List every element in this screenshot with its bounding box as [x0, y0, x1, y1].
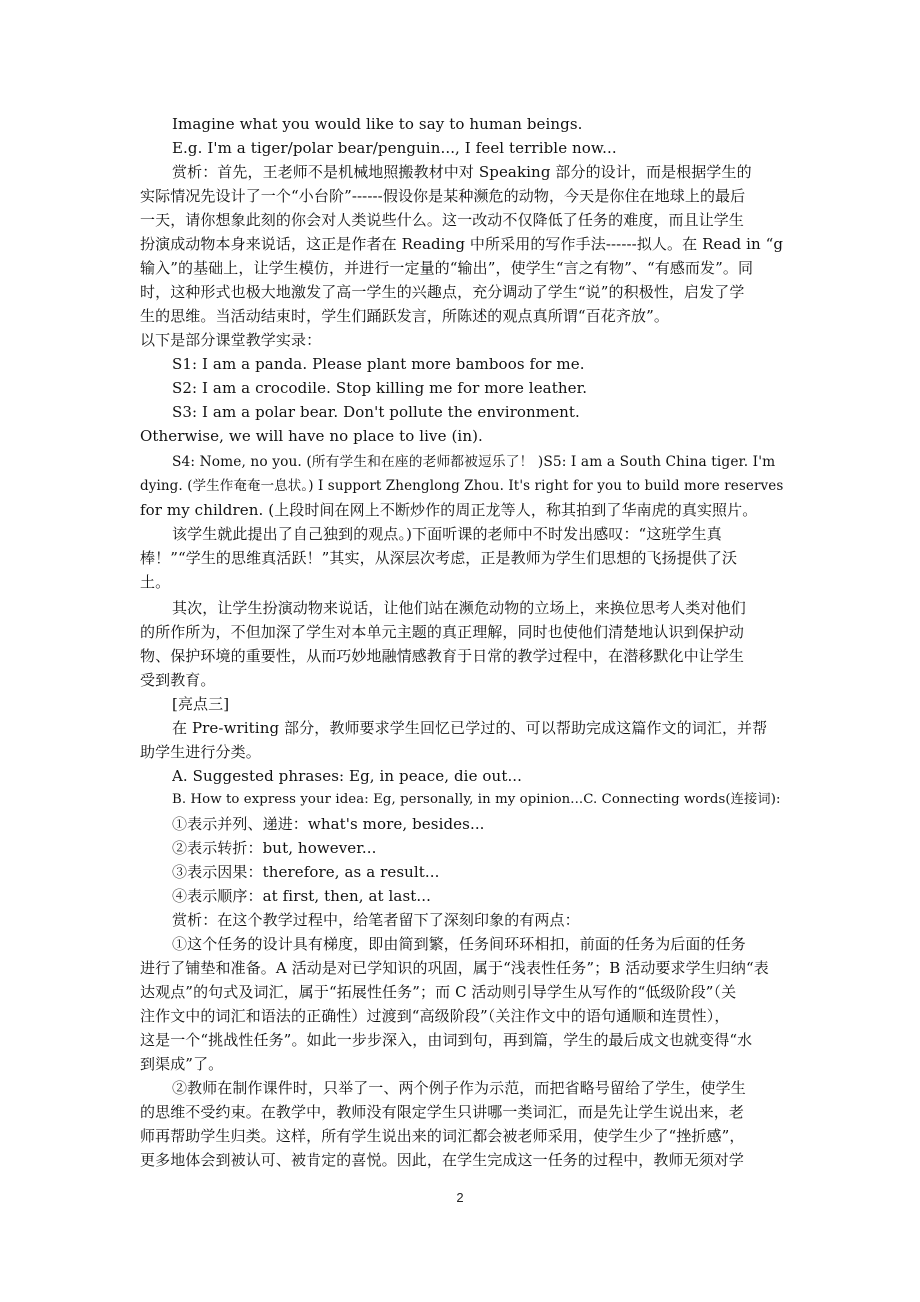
text-line: 土。	[140, 573, 171, 591]
text-line: ②表示转折：but, however...	[172, 839, 377, 857]
text-line: 赏析：在这个教学过程中，给笔者留下了深刻印象的有两点：	[172, 911, 580, 929]
page-number: 2	[456, 1190, 464, 1205]
text-line: 扮演成动物本身来说话，这正是作者在 Reading 中所采用的写作手法------拟人。在 Read in “g	[140, 235, 784, 253]
text-line: S3: I am a polar bear. Don't pollute the environment.	[172, 403, 580, 421]
text-line: ①表示并列、递进：what's more, besides...	[172, 815, 485, 833]
text-line: 输入”的基础上，让学生模仿，并进行一定量的“输出”，使学生“言之有物”、“有感而发”。同	[140, 259, 754, 277]
text-line: 其次，让学生扮演动物来说话，让他们站在濒危动物的立场上，来换位思考人类对他们	[172, 599, 746, 617]
text-line: B. How to express your idea: Eg, personally, in my opinion...C. Connecting words(连接词):	[172, 792, 781, 807]
text-line: ④表示顺序：at first, then, at last...	[172, 887, 431, 905]
text-line: 达观点”的句式及词汇，属于“拓展性任务”；而 C 活动则引导学生从写作的“低级阶段”（关	[140, 983, 737, 1001]
text-line: A. Suggested phrases: Eg, in peace, die out...	[172, 767, 523, 785]
text-line: 以下是部分课堂教学实录：	[140, 331, 322, 349]
text-line: S4: Nome, no you. (所有学生和在座的老师都被逗乐了！ )S5: I am a South China tiger. I'm	[172, 454, 776, 470]
text-line: 的思维不受约束。在教学中，教师没有限定学生只讲哪一类词汇，而是先让学生说出来，老	[140, 1103, 745, 1121]
text-line: 师再帮助学生归类。这样，所有学生说出来的词汇都会被老师采用，使学生少了“挫折感”，	[140, 1127, 745, 1145]
text-line: S1: I am a panda. Please plant more bamboos for me.	[172, 355, 585, 373]
text-line: 一天，请你想象此刻的你会对人类说些什么。这一改动不仅降低了任务的难度，而且让学生	[140, 211, 745, 229]
text-line: 该学生就此提出了自己独到的观点。)下面听课的老师中不时发出感叹：“这班学生真	[172, 525, 722, 543]
text-line: 助学生进行分类。	[140, 743, 261, 761]
text-line: Imagine what you would like to say to human beings.	[172, 115, 583, 133]
text-line: 更多地体会到被认可、被肯定的喜悦。因此，在学生完成这一任务的过程中，教师无须对学	[140, 1151, 745, 1169]
text-line: for my children. (上段时间在网上不断炒作的周正龙等人，称其拍到了华南虎的真实照片。	[140, 501, 758, 519]
text-line: ②教师在制作课件时，只举了一、两个例子作为示范，而把省略号留给了学生，使学生	[172, 1079, 746, 1097]
text-line: 受到教育。	[140, 671, 216, 689]
text-line: 在 Pre-writing 部分，教师要求学生回忆已学过的、可以帮助完成这篇作文的词汇，并帮	[172, 719, 768, 737]
text-line: Otherwise, we will have no place to live (in).	[140, 427, 483, 445]
text-line: S2: I am a crocodile. Stop killing me for more leather.	[172, 379, 588, 397]
text-line: 物、保护环境的重要性，从而巧妙地融情感教育于日常的教学过程中，在潜移默化中让学生	[140, 647, 745, 665]
text-line: 这是一个“挑战性任务”。如此一步步深入，由词到句，再到篇，学生的最后成文也就变得“水	[140, 1031, 753, 1049]
text-line: 注作文中的词汇和语法的正确性）过渡到“高级阶段”（关注作文中的语句通顺和连贯性），	[140, 1007, 730, 1025]
text-line: dying. (学生作奄奄一息状。) I support Zhenglong Zhou. It's right for you to build more reserves	[140, 478, 784, 494]
text-line: ①这个任务的设计具有梯度，即由简到繁，任务间环环相扣，前面的任务为后面的任务	[172, 935, 746, 953]
text-line: 时，这种形式也极大地激发了高一学生的兴趣点，充分调动了学生“说”的积极性，启发了学	[140, 283, 745, 301]
text-line: 生的思维。当活动结束时，学生们踊跃发言，所陈述的观点真所谓“百花齐放”。	[140, 307, 669, 325]
text-line: ③表示因果：therefore, as a result...	[172, 863, 440, 881]
text-line: E.g. I'm a tiger/polar bear/penguin..., I feel terrible now...	[172, 139, 617, 157]
text-line: 实际情况先设计了一个“小台阶”------假设你是某种濒危的动物，今天是你住在地球上的最后	[140, 187, 746, 205]
text-line: 棒！”“学生的思维真活跃！”其实，从深层次考虑，正是教师为学生们思想的飞扬提供了沃	[140, 549, 738, 567]
section-heading: [亮点三]	[172, 695, 230, 713]
text-line: 的所作所为，不但加深了学生对本单元主题的真正理解，同时也使他们清楚地认识到保护动	[140, 623, 745, 641]
text-line: 进行了铺垫和准备。A 活动是对已学知识的巩固，属于“浅表性任务”；B 活动要求学生归纳“表	[140, 959, 769, 977]
text-line: 到渠成”了。	[140, 1055, 224, 1073]
text-line: 赏析：首先，王老师不是机械地照搬教材中对 Speaking 部分的设计，而是根据学生的	[172, 163, 752, 181]
